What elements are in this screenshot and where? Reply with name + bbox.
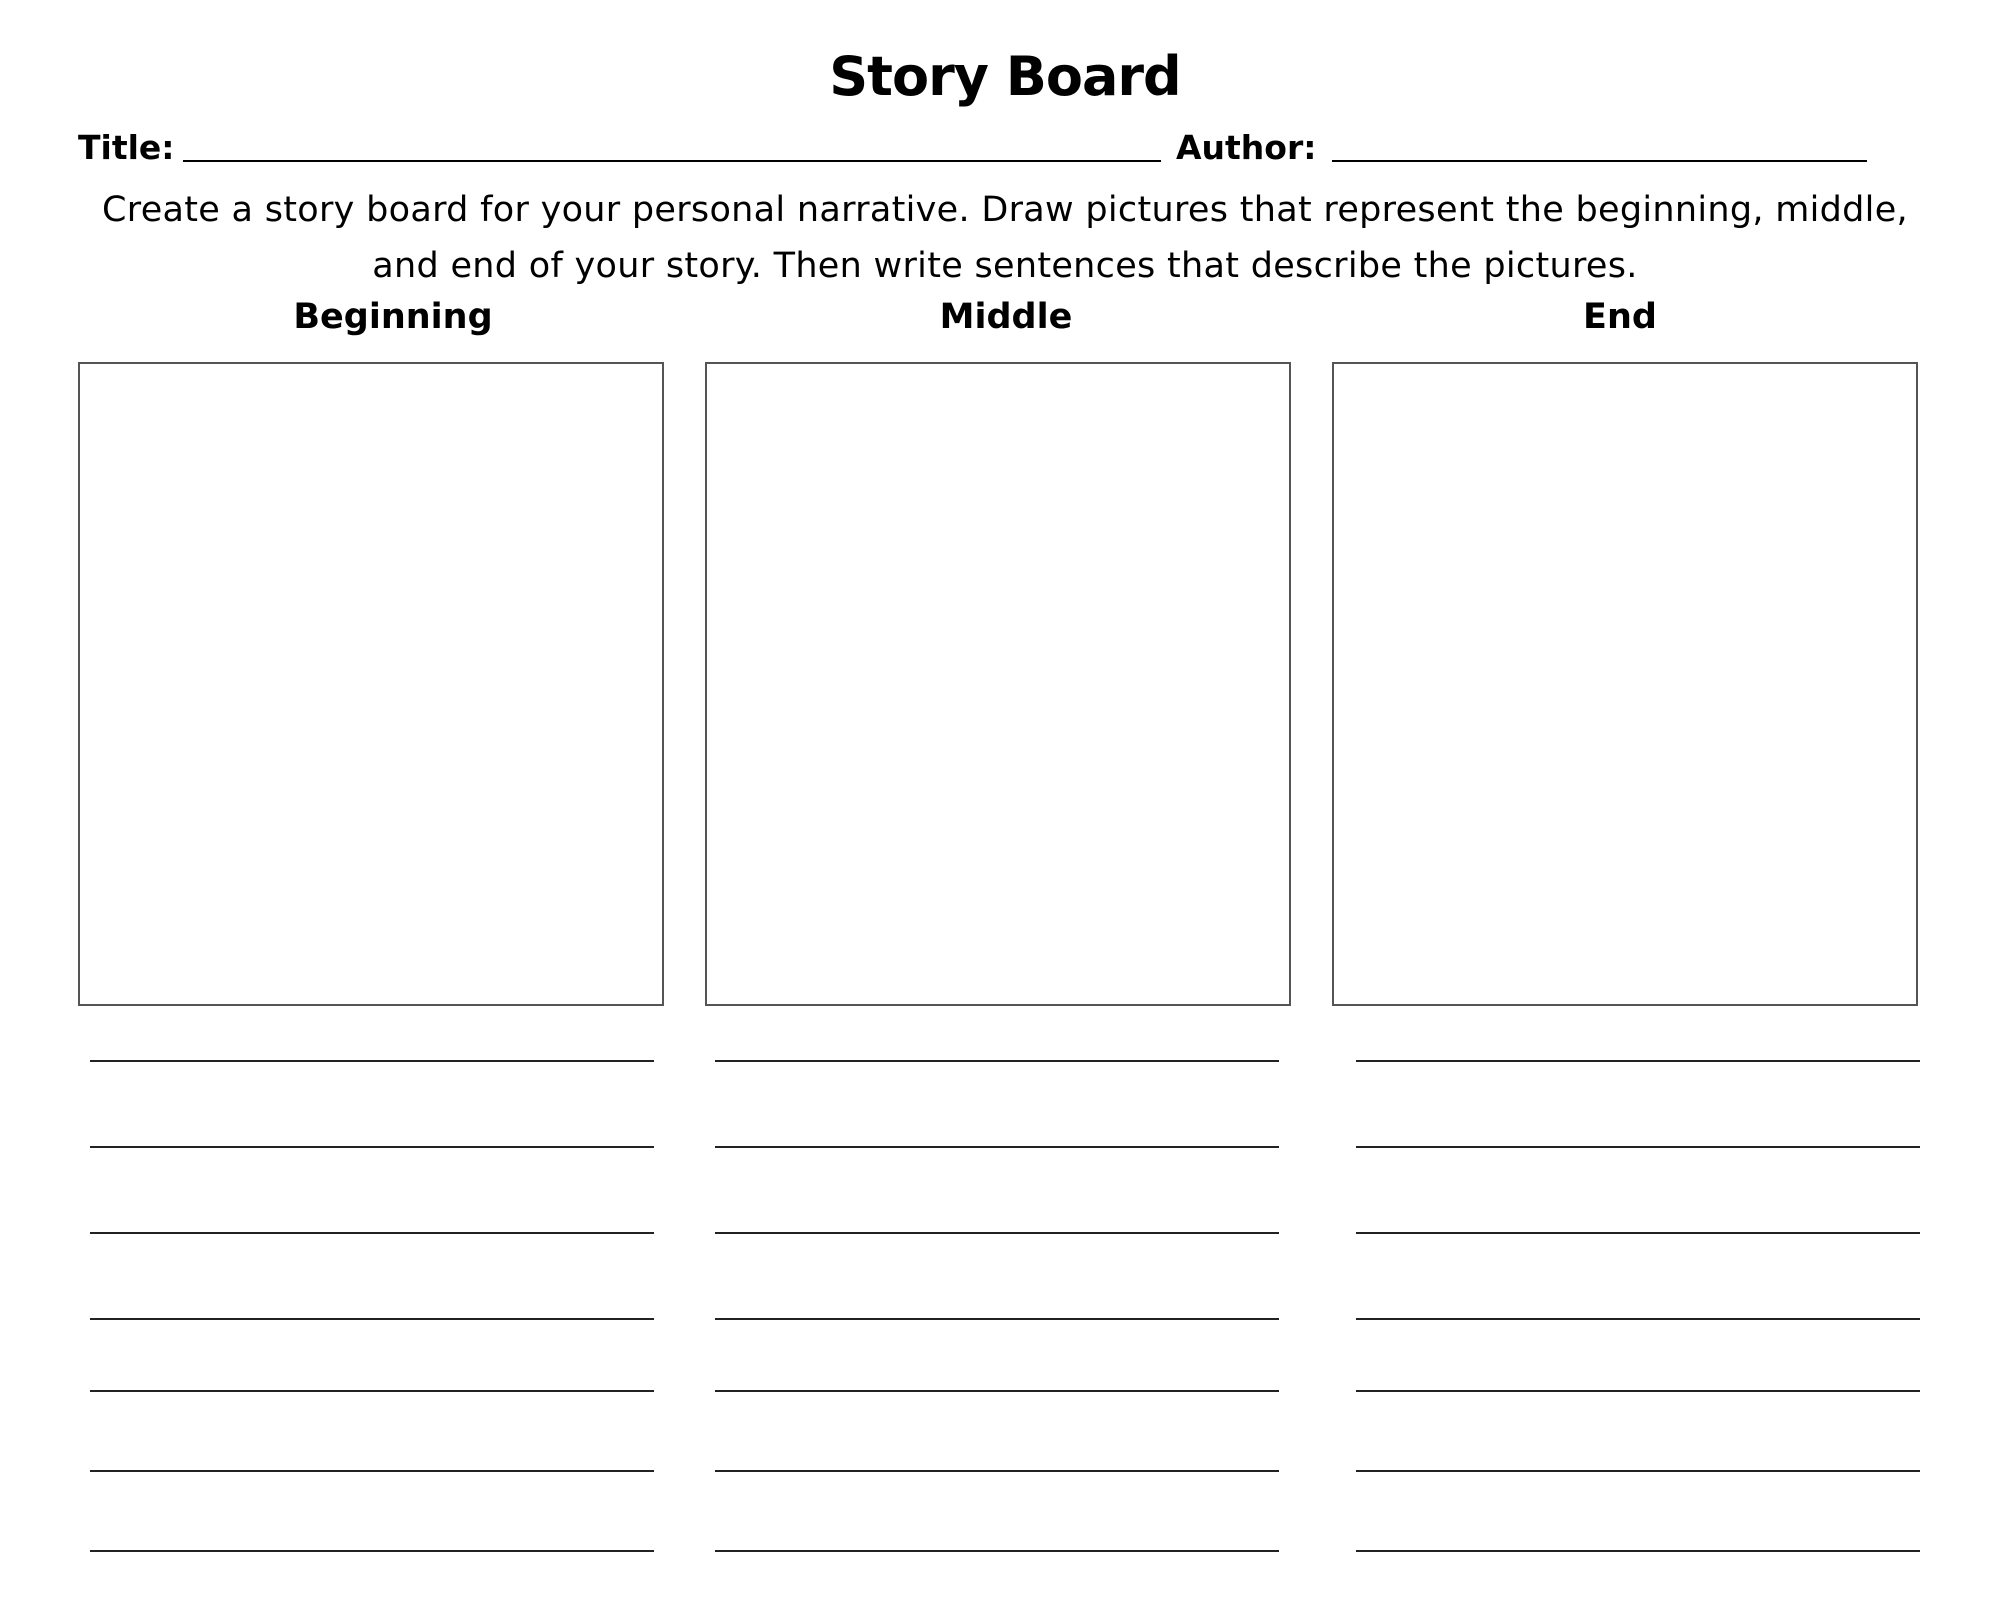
writing-line-middle-2[interactable] bbox=[715, 1146, 1279, 1148]
writing-line-end-5[interactable] bbox=[1356, 1390, 1920, 1392]
writing-line-end-3[interactable] bbox=[1356, 1232, 1920, 1234]
author-label: Author: bbox=[1176, 128, 1317, 167]
writing-line-beginning-2[interactable] bbox=[90, 1146, 654, 1148]
column-heading-end: End bbox=[1583, 297, 1657, 337]
writing-line-beginning-3[interactable] bbox=[90, 1232, 654, 1234]
instructions-text: Create a story board for your personal narrative. Draw pictures that represent the beginning, middle, and end of your story. Then write sentences that describe the pictures. bbox=[102, 190, 1908, 286]
writing-line-end-4[interactable] bbox=[1356, 1318, 1920, 1320]
title-field-line[interactable] bbox=[183, 160, 1161, 162]
writing-line-end-6[interactable] bbox=[1356, 1470, 1920, 1472]
drawing-box-middle[interactable] bbox=[705, 362, 1291, 1006]
writing-line-middle-1[interactable] bbox=[715, 1060, 1279, 1062]
page-title: Story Board bbox=[829, 45, 1181, 108]
author-field-line[interactable] bbox=[1332, 160, 1867, 162]
title-label: Title: bbox=[78, 128, 175, 167]
writing-line-end-1[interactable] bbox=[1356, 1060, 1920, 1062]
writing-line-middle-4[interactable] bbox=[715, 1318, 1279, 1320]
writing-line-beginning-6[interactable] bbox=[90, 1470, 654, 1472]
drawing-box-beginning[interactable] bbox=[78, 362, 664, 1006]
writing-line-end-2[interactable] bbox=[1356, 1146, 1920, 1148]
drawing-box-end[interactable] bbox=[1332, 362, 1918, 1006]
writing-line-middle-6[interactable] bbox=[715, 1470, 1279, 1472]
column-heading-middle: Middle bbox=[939, 297, 1073, 337]
writing-line-end-7[interactable] bbox=[1356, 1550, 1920, 1552]
writing-line-middle-5[interactable] bbox=[715, 1390, 1279, 1392]
writing-line-middle-7[interactable] bbox=[715, 1550, 1279, 1552]
column-heading-beginning: Beginning bbox=[293, 297, 493, 337]
writing-line-middle-3[interactable] bbox=[715, 1232, 1279, 1234]
writing-line-beginning-5[interactable] bbox=[90, 1390, 654, 1392]
writing-line-beginning-1[interactable] bbox=[90, 1060, 654, 1062]
writing-line-beginning-4[interactable] bbox=[90, 1318, 654, 1320]
writing-line-beginning-7[interactable] bbox=[90, 1550, 654, 1552]
